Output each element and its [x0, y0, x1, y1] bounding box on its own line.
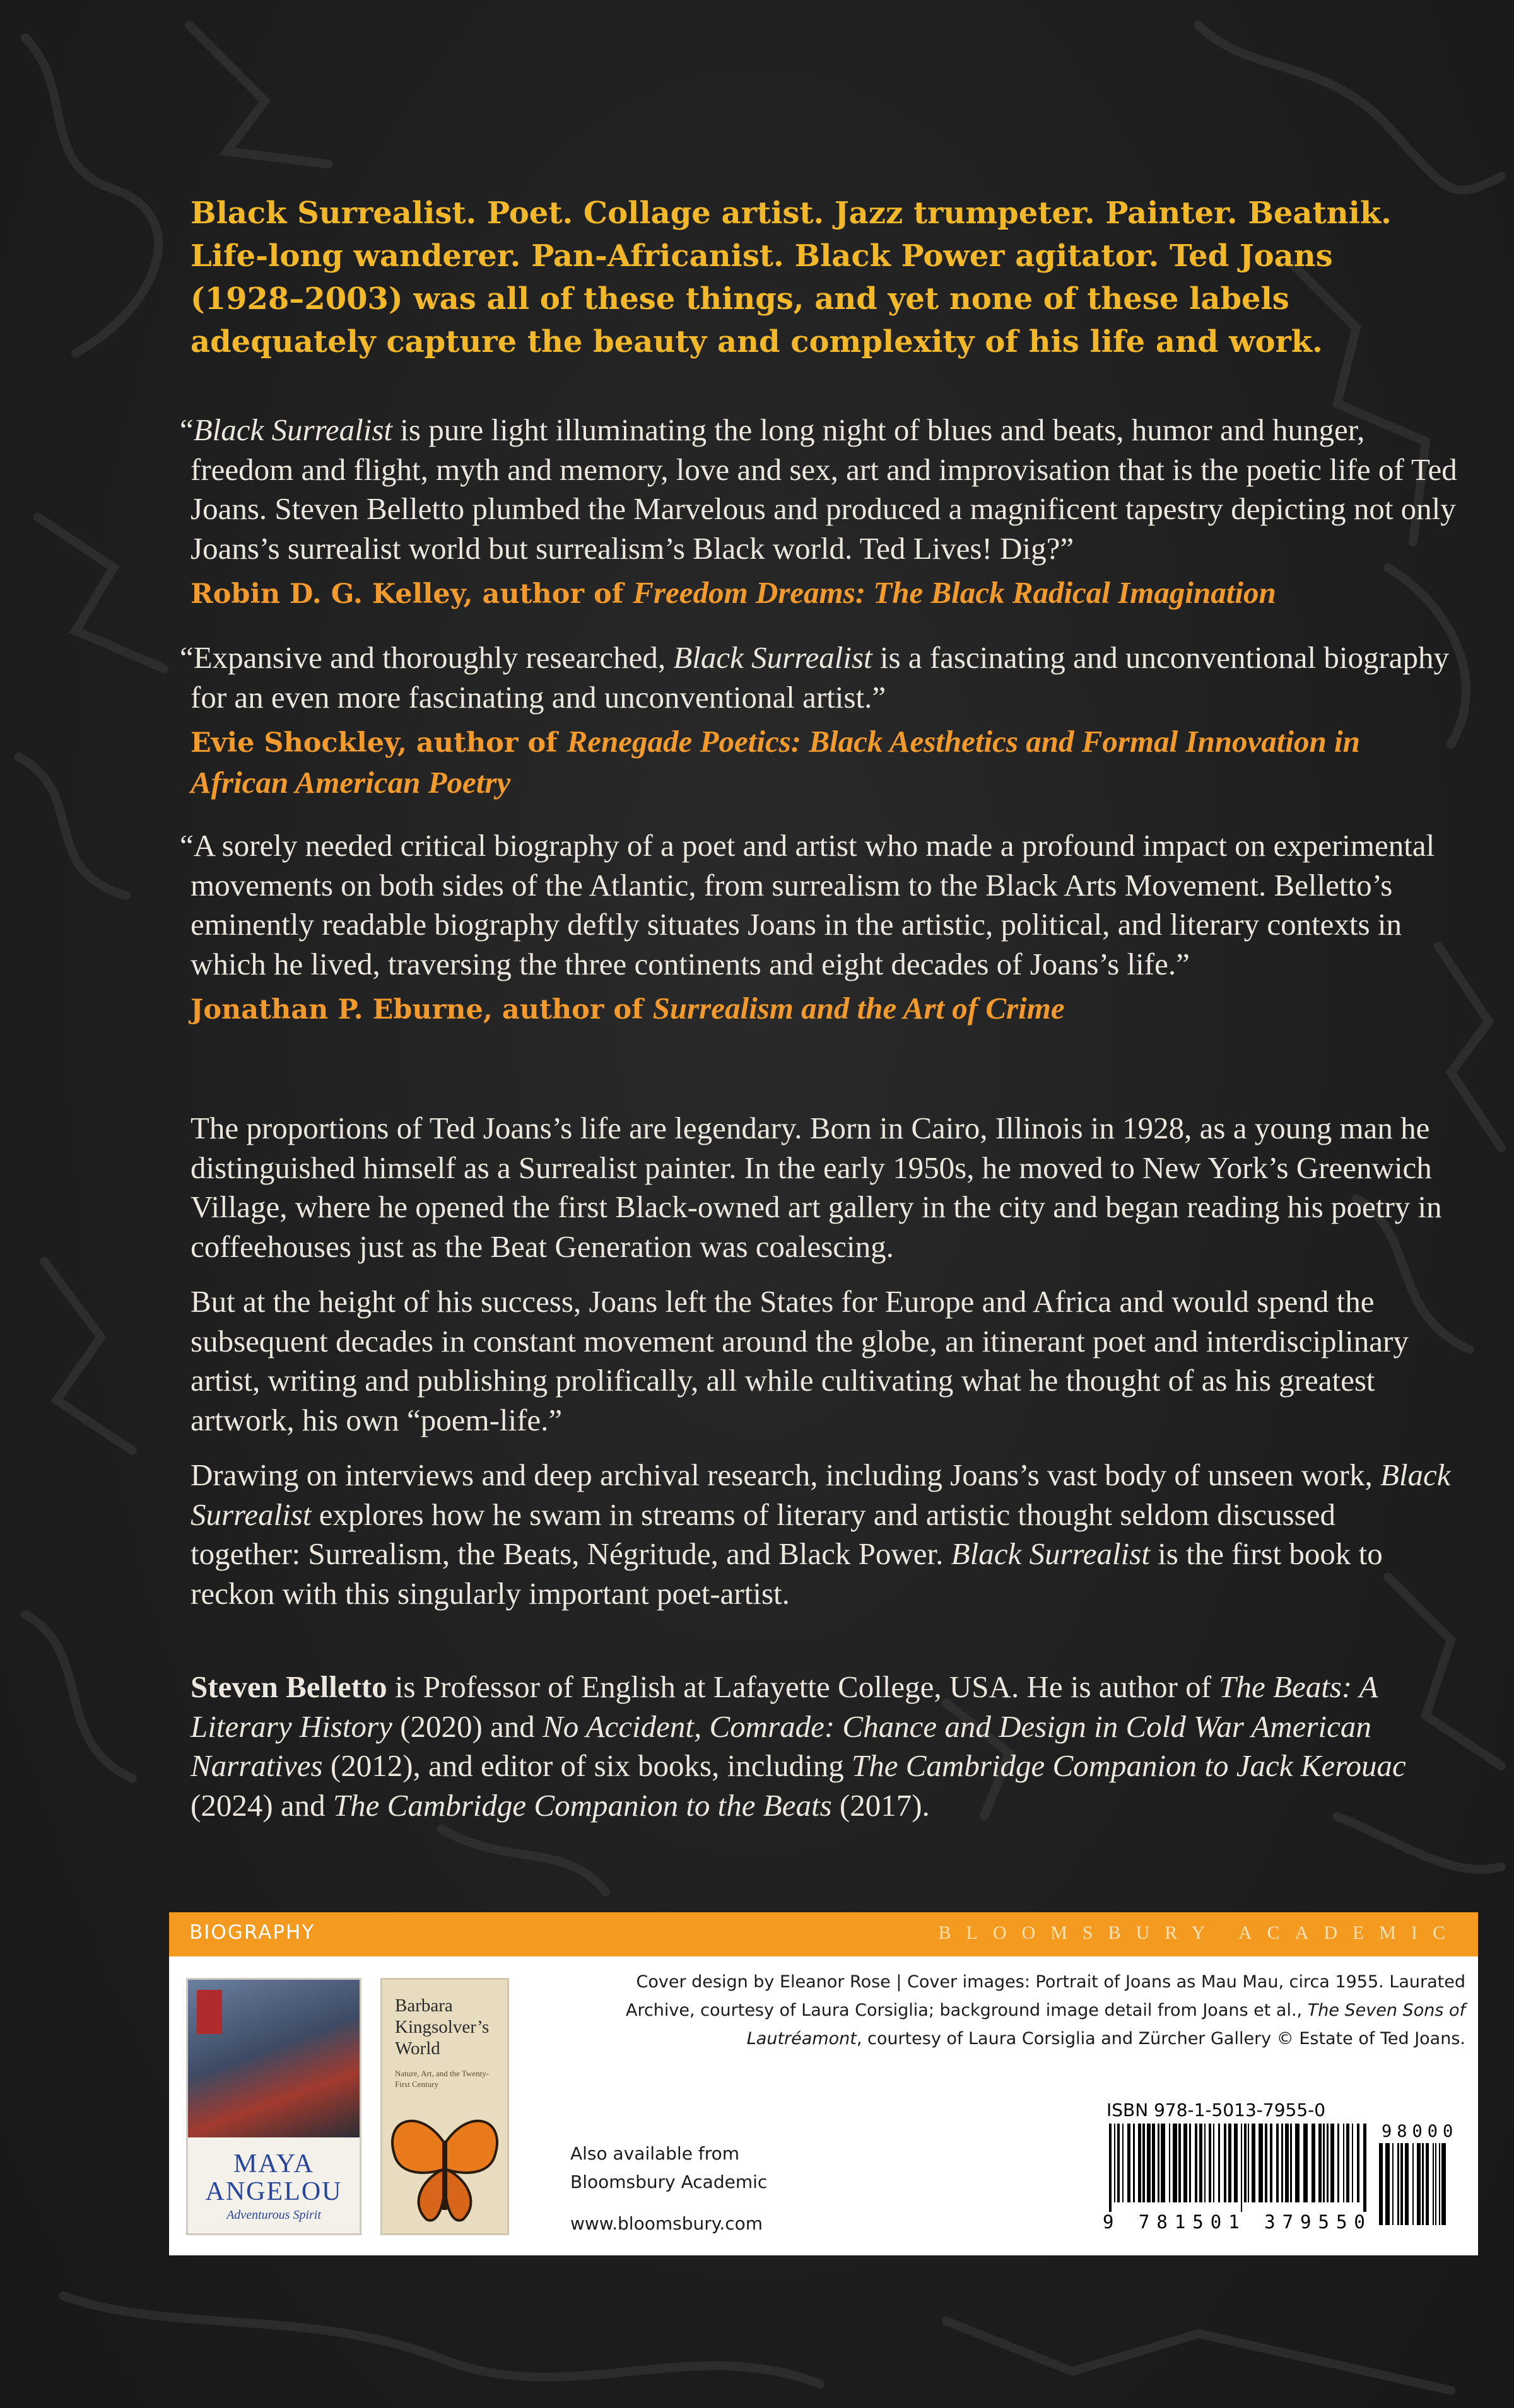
publisher-website[interactable]: www.bloomsbury.com	[570, 2213, 763, 2234]
quote-attribution: Robin D. G. Kelley, author of Freedom Dreams: The Black Radical Imagination	[191, 575, 1276, 610]
isbn-label: ISBN 978-1-5013-7955-0	[1106, 2100, 1326, 2120]
quote-kelley	[180, 411, 1460, 614]
book-description	[191, 1109, 1452, 1629]
quote-text: “Expansive and thoroughly researched, Black Surrealist is a fascinating and unconventional biography for an even more fascinating and unconventional artist.”	[180, 640, 1450, 715]
cover-credits: Cover design by Eleanor Rose | Cover images: Portrait of Joans as Mau Mau, circa 1955. Laurated Archive, courtesy of Laura Corsiglia; background image detail from Joans et al., The Seven Sons of Lautréamont, courtesy of Laura Corsiglia and Zürcher Gallery © Estate of Ted Joans.	[625, 1972, 1465, 2049]
book-title: MAYA ANGELOU	[205, 2149, 343, 2206]
quote-attribution: Evie Shockley, author of Renegade Poetics: Black Aesthetics and Formal Innovation in African American Poetry	[191, 724, 1360, 800]
quote-text: “Black Surrealist is pure light illuminating the long night of blues and beats, humor and hunger, freedom and flight, myth and memory, love and sex, art and improvisation that is the poetic life of Ted Joans. Steven Belletto plumbed the Marvelous and produced a magnificent tapestry depicting not only Joans’s surrealist world but surrealism’s Black world. Ted Lives! Dig?”	[180, 412, 1457, 566]
description-paragraph: The proportions of Ted Joans’s life are legendary. Born in Cairo, Illinois in 1928, as a young man he distinguished himself as a Surrealist painter. In the early 1950s, he moved to New York’s Greenwich Village, where he opened the first Black-owned art gallery in the city and began reading his poetry in coffeehouses just as the Beat Generation was coalescing.	[191, 1111, 1442, 1264]
barcode	[1109, 2124, 1368, 2212]
barcode-digits: 9 781501 379550	[1103, 2211, 1372, 2233]
related-book-kingsolver	[380, 1978, 509, 2235]
description-paragraph: Drawing on interviews and deep archival research, including Joans’s vast body of unseen work, Black Surrealist explores how he swam in streams of literary and artistic thought seldom discussed together: Surrealism, the Beats, Négritude, and Black Power. Black Surrealist is the first book to reckon with this singularly important poet-artist.	[191, 1458, 1451, 1611]
author-bio	[191, 1668, 1452, 1841]
barcode-addon	[1379, 2143, 1448, 2225]
description-paragraph: But at the height of his success, Joans left the States for Europe and Africa and would spend the subsequent decades in constant movement around the globe, an itinerant poet and interdisciplinary artist, writing and publishing prolifically, all while cultivating what he thought of as his greatest artwork, his own “poem-life.”	[191, 1284, 1409, 1437]
book-subtitle: Adventurous Spirit	[226, 2208, 321, 2222]
footer-panel	[169, 1956, 1478, 2255]
publisher-name: BLOOMSBURY ACADEMIC	[938, 1922, 1460, 1943]
also-available-note	[570, 2139, 767, 2196]
quote-attribution: Jonathan P. Eburne, author of Surrealism and the Art of Crime	[191, 991, 1065, 1026]
also-line: Also available from	[570, 2143, 739, 2164]
book-title: Barbara Kingsolver’s World	[395, 1996, 490, 2059]
category-label: BIOGRAPHY	[189, 1921, 315, 1944]
also-line: Bloomsbury Academic	[570, 2171, 768, 2192]
headline-blurb: Black Surrealist. Poet. Collage artist. Jazz trumpeter. Painter. Beatnik. Life-long wanderer. Pan-Africanist. Black Power agitator. Ted Joans (1928–2003) was all of these things, and yet none of these labels adequately capture the beauty and complexity of his life and work.	[191, 196, 1392, 359]
author-bio-text: Steven Belletto is Professor of English at Lafayette College, USA. He is author of The Beats: A Literary History (2020) and No Accident, Comrade: Chance and Design in Cold War American Narratives (2012), and editor of six books, including The Cambridge Companion to Jack Kerouac (2024) and The Cambridge Companion to the Beats (2017).	[191, 1669, 1406, 1823]
series-badge	[197, 1990, 222, 2034]
related-book-maya-angelou	[186, 1978, 361, 2235]
addon-digits: 98000	[1382, 2122, 1458, 2141]
quote-shockley	[180, 638, 1460, 804]
category-bar	[169, 1912, 1478, 1956]
quote-eburne	[180, 826, 1460, 1030]
book-subtitle: Nature, Art, and the Twenty-First Century	[395, 2069, 490, 2089]
butterfly-icon	[382, 2106, 507, 2232]
quote-text: “A sorely needed critical biography of a poet and artist who made a profound impact on experimental movements on both sides of the Atlantic, from surrealism to the Black Arts Movement. Belletto’s eminently readable biography deftly situates Joans in the artistic, political, and literary contexts in which he lived, traversing the three continents and eight decades of Joans’s life.”	[180, 828, 1435, 981]
